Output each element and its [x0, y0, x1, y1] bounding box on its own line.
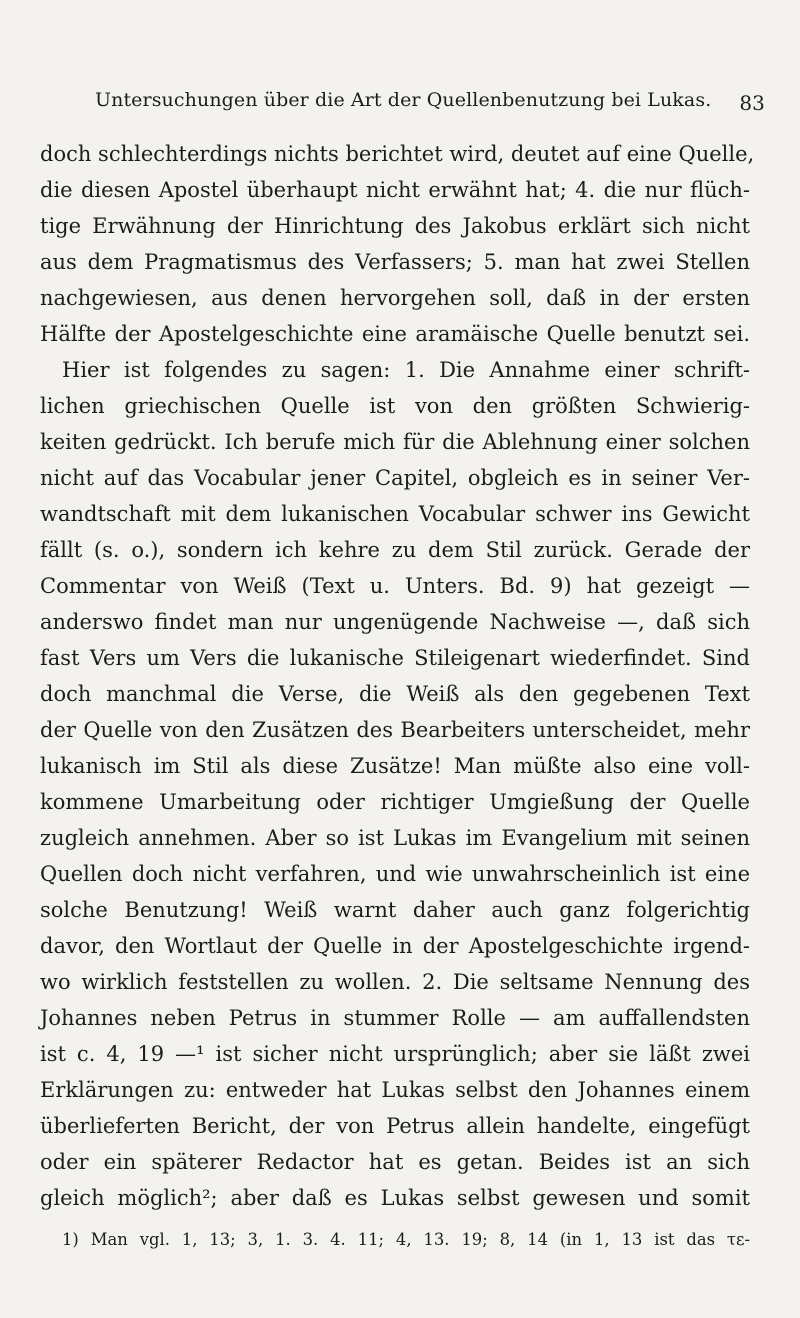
body-line: kommene Umarbeitung oder richtiger Umgießung der Quelle — [40, 790, 750, 814]
body-line: davor, den Wortlaut der Quelle in der Apostelgeschichte irgend- — [40, 934, 750, 958]
body-line: solche Benutzung! Weiß warnt daher auch ganz folgerichtig — [40, 898, 750, 922]
body-line: Commentar von Weiß (Text u. Unters. Bd. 9) hat gezeigt — — [40, 574, 750, 598]
body-line: ist c. 4, 19 —¹ ist sicher nicht ursprünglich; aber sie läßt zwei — [40, 1042, 750, 1066]
body-line: die diesen Apostel überhaupt nicht erwähnt hat; 4. die nur flüch- — [40, 178, 750, 202]
body-line: Quellen doch nicht verfahren, und wie unwahrscheinlich ist eine — [40, 862, 750, 886]
body-line: aus dem Pragmatismus des Verfassers; 5. man hat zwei Stellen — [40, 250, 750, 274]
body-line: anderswo findet man nur ungenügende Nachweise —, daß sich — [40, 610, 750, 634]
body-line: lukanisch im Stil als diese Zusätze! Man müßte also eine voll- — [40, 754, 750, 778]
body-line: fällt (s. o.), sondern ich kehre zu dem Stil zurück. Gerade der — [40, 538, 750, 562]
body-line: fast Vers um Vers die lukanische Stileigenart wiederfindet. Sind — [40, 646, 750, 670]
body-line: gleich möglich²; aber daß es Lukas selbst gewesen und somit — [40, 1186, 750, 1210]
body-line: keiten gedrückt. Ich berufe mich für die Ablehnung einer solchen — [40, 430, 750, 454]
page-number: 83 — [739, 91, 765, 115]
body-line: wandtschaft mit dem lukanischen Vocabular schwer ins Gewicht — [40, 502, 750, 526]
body-line: Hälfte der Apostelgeschichte eine aramäische Quelle benutzt sei. — [40, 322, 750, 346]
body-line: lichen griechischen Quelle ist von den größten Schwierig- — [40, 394, 750, 418]
body-line: der Quelle von den Zusätzen des Bearbeiters unterscheidet, mehr — [40, 718, 750, 742]
body-line: Hier ist folgendes zu sagen: 1. Die Annahme einer schrift- — [62, 358, 750, 382]
body-line: Erklärungen zu: entweder hat Lukas selbst den Johannes einem — [40, 1078, 750, 1102]
body-line: Johannes neben Petrus in stummer Rolle — am auffallendsten — [40, 1006, 750, 1030]
footnote-line: 1) Man vgl. 1, 13; 3, 1. 3. 4. 11; 4, 13. 19; 8, 14 (in 1, 13 ist das τε- — [62, 1230, 750, 1249]
body-line: nachgewiesen, aus denen hervorgehen soll, daß in der ersten — [40, 286, 750, 310]
body-line: tige Erwähnung der Hinrichtung des Jakobus erklärt sich nicht — [40, 214, 750, 238]
body-line: zugleich annehmen. Aber so ist Lukas im Evangelium mit seinen — [40, 826, 750, 850]
running-header — [95, 82, 765, 118]
body-line: oder ein späterer Redactor hat es getan. Beides ist an sich — [40, 1150, 750, 1174]
body-line: nicht auf das Vocabular jener Capitel, obgleich es in seiner Ver- — [40, 466, 750, 490]
body-line: wo wirklich feststellen zu wollen. 2. Die seltsame Nennung des — [40, 970, 750, 994]
body-line: doch schlechterdings nichts berichtet wird, deutet auf eine Quelle, — [40, 142, 755, 166]
body-line: doch manchmal die Verse, die Weiß als den gegebenen Text — [40, 682, 750, 706]
body-line: überlieferten Bericht, der von Petrus allein handelte, eingefügt — [40, 1114, 750, 1138]
header-title: Untersuchungen über die Art der Quellenbenutzung bei Lukas. — [95, 89, 712, 111]
